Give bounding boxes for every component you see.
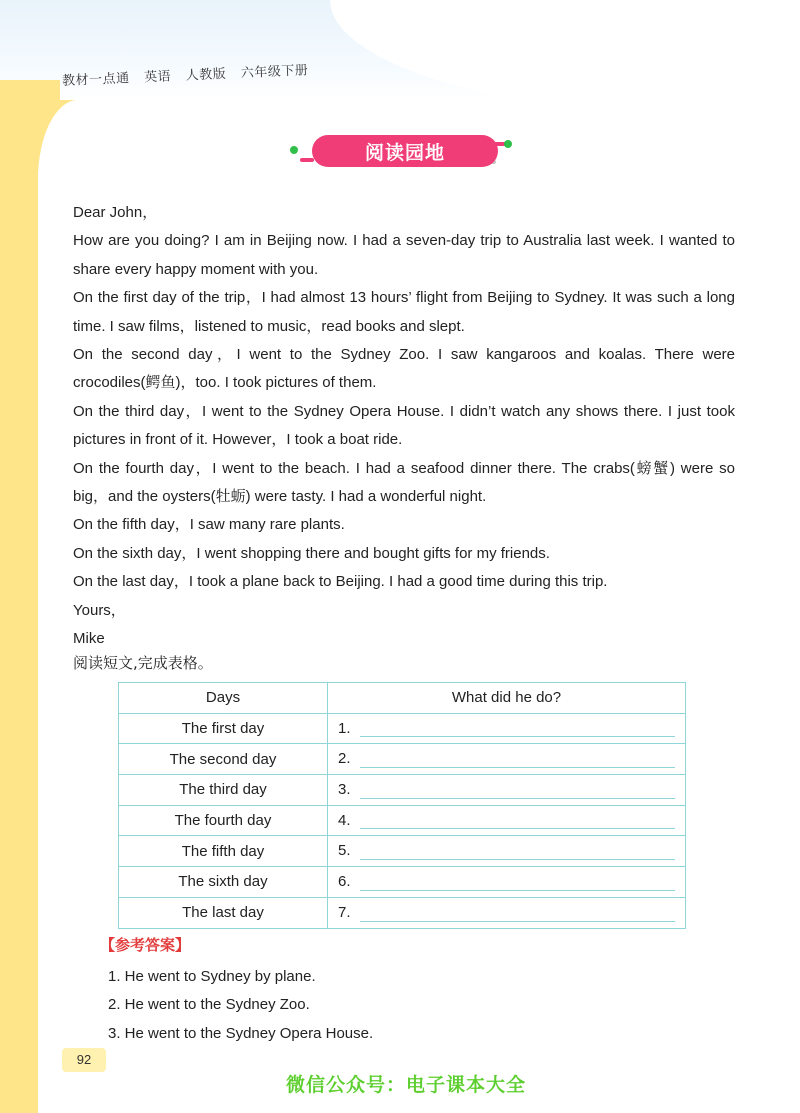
- table-row: [119, 867, 686, 898]
- answer-cell[interactable]: [328, 744, 686, 775]
- item-number: 4.: [338, 811, 351, 829]
- header-grade: 六年级下册: [240, 63, 309, 82]
- letter-paragraph: How are you doing? I am in Beijing now. I had a seven-day trip to Australia last week. I wanted to share every happy moment with you.: [73, 232, 735, 278]
- answer-item: 1. He went to Sydney by plane.: [108, 968, 316, 985]
- day-cell: The fifth day: [119, 836, 328, 867]
- answer-cell[interactable]: [328, 867, 686, 898]
- table-row: [119, 836, 686, 867]
- answer-item: 2. He went to the Sydney Zoo.: [108, 996, 310, 1014]
- answer-cell[interactable]: [328, 775, 686, 806]
- answer-blank-line: [360, 890, 675, 891]
- table-row: [119, 805, 686, 836]
- answer-blank-line: [360, 921, 675, 922]
- item-number: 7.: [338, 903, 351, 921]
- page-number: 92: [62, 1048, 106, 1072]
- banner-dot-left: [290, 146, 298, 154]
- banner-dash-left: [300, 158, 314, 162]
- answer-cell[interactable]: [328, 897, 686, 928]
- letter-closing: Yours，: [73, 601, 126, 619]
- banner-dot-right: [504, 140, 512, 148]
- day-cell: The first day: [119, 713, 328, 744]
- column-header-days: Days: [119, 683, 328, 714]
- answers-list: [108, 963, 373, 1048]
- table-row: [119, 775, 686, 806]
- table-header-row: [119, 683, 686, 714]
- item-number: 3.: [338, 781, 351, 799]
- item-number: 2.: [338, 750, 351, 768]
- letter-body: [73, 199, 735, 654]
- header-subject: 英语: [143, 69, 172, 86]
- letter-paragraph: On the fourth day，I went to the beach. I had a seafood dinner there. The crabs(螃蟹) were so big，and the oysters(牡蛎) were tasty. I had a wonderful night.: [73, 459, 735, 506]
- answer-item: 3. He went to the Sydney Opera House.: [108, 1024, 374, 1042]
- header-series: 教材一点通: [61, 71, 130, 89]
- answer-table: [118, 682, 686, 929]
- day-cell: The fourth day: [119, 805, 328, 836]
- answer-blank-line: [360, 736, 675, 737]
- letter-greeting: Dear John，: [73, 204, 158, 221]
- header-edition: 人教版: [185, 66, 227, 84]
- letter-paragraph: On the first day of the trip，I had almost 13 hours’ flight from Beijing to Sydney. It was such a long time. I saw films，listened to music，read books and slept.: [73, 289, 735, 335]
- letter-paragraph: On the fifth day，I saw many rare plants.: [73, 516, 345, 534]
- answers-title: 【参考答案】: [100, 936, 191, 954]
- item-number: 1.: [338, 719, 351, 737]
- answer-blank-line: [360, 767, 675, 768]
- column-header-what: What did he do?: [328, 683, 686, 714]
- day-cell: The sixth day: [119, 867, 328, 898]
- watermark: 微信公众号：电子课本大全: [286, 1074, 527, 1096]
- answer-blank-line: [360, 798, 675, 799]
- letter-paragraph: On the second day，I went to the Sydney Zoo. I saw kangaroos and koalas. There were crocodiles(鳄鱼)，too. I took pictures of them.: [73, 346, 735, 392]
- item-number: 6.: [338, 873, 351, 891]
- answer-blank-line: [360, 828, 675, 829]
- letter-paragraph: On the third day，I went to the Sydney Opera House. I didn’t watch any shows there. I just took pictures in front of it. However，I took a boat ride.: [73, 402, 735, 449]
- day-cell: The third day: [119, 775, 328, 806]
- answer-cell[interactable]: [328, 836, 686, 867]
- section-title: 阅读园地: [364, 141, 445, 164]
- letter-signature: Mike: [73, 630, 105, 648]
- letter-paragraph: On the last day，I took a plane back to Beijing. I had a good time during this trip.: [73, 573, 608, 591]
- item-number: 5.: [338, 842, 351, 860]
- day-cell: The second day: [119, 744, 328, 775]
- answer-blank-line: [360, 859, 675, 860]
- answer-cell[interactable]: [328, 713, 686, 744]
- section-banner: [312, 135, 498, 167]
- table-row: [119, 897, 686, 928]
- table-row: [119, 713, 686, 744]
- letter-paragraph: On the sixth day，I went shopping there and bought gifts for my friends.: [73, 544, 550, 562]
- table-row: [119, 744, 686, 775]
- exercise-instruction: 阅读短文,完成表格。: [73, 654, 213, 672]
- answer-cell[interactable]: [328, 805, 686, 836]
- day-cell: The last day: [119, 897, 328, 928]
